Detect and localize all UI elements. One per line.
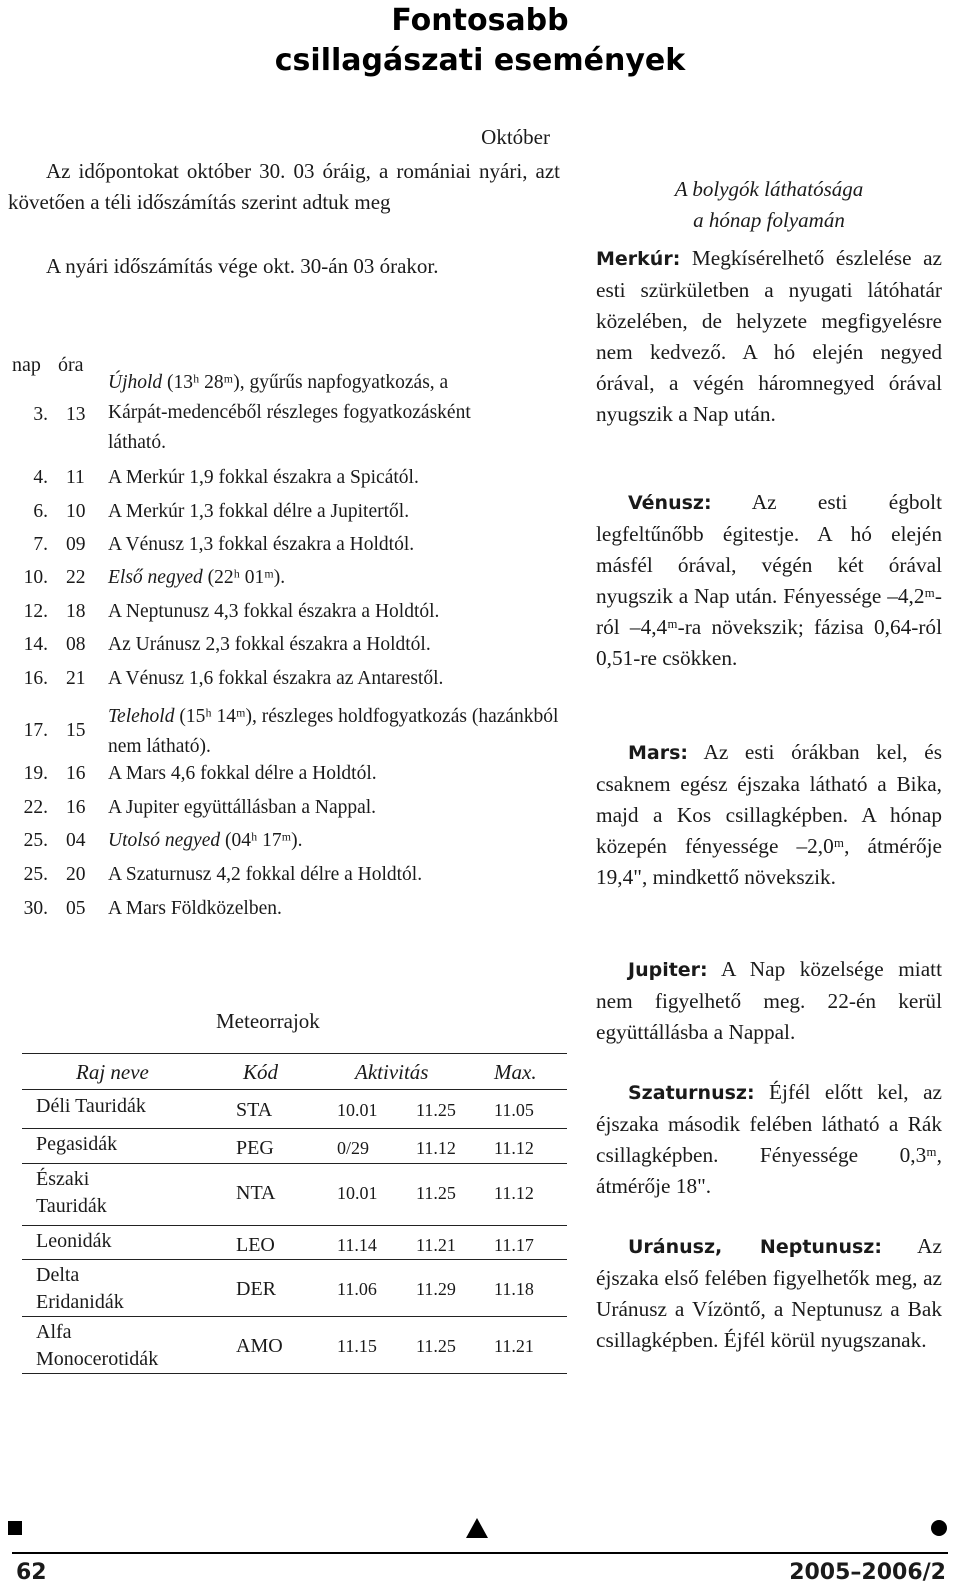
event-description <box>108 465 568 491</box>
planet-description: Az éjszaka első felében figyelhetők meg, az Uránusz a Vízöntő, a Neptunusz a Bak csillagképben. Éjfél körül nyugszanak. <box>596 1234 943 1352</box>
planet-description: Éjfél előtt kel, az éjszaka második felében látható a Rák csillagképben. Fényessége 0,3ᵐ, átmérője 18". <box>596 1080 942 1198</box>
event-description <box>108 761 568 787</box>
meteor-activity-end: 11.25 <box>416 1336 456 1356</box>
event-day: 14. <box>23 634 48 655</box>
footer-rule <box>12 1552 948 1554</box>
event-hour: 08 <box>66 634 86 655</box>
event-text: A Jupiter együttállásban a Nappal. <box>108 797 377 818</box>
intro-dst-note: A nyári időszámítás vége okt. 30-án 03 órakor. <box>46 254 439 278</box>
issue-label: 2005–2006/2 <box>789 1560 946 1585</box>
event-description <box>108 795 568 821</box>
square-marker-icon <box>8 1521 22 1535</box>
planet-name: Uránusz, Neptunusz: <box>628 1236 882 1258</box>
meteor-shower-name: Pegasidák <box>36 1133 118 1155</box>
moon-phase-label: Utolsó negyed <box>108 830 221 851</box>
planet-visibility-paragraph <box>596 487 942 674</box>
planet-name: Jupiter: <box>628 959 708 981</box>
event-description <box>108 702 568 762</box>
planet-visibility-paragraph <box>596 1231 942 1356</box>
meteor-maximum: 11.17 <box>494 1235 534 1255</box>
event-text: A Mars 4,6 fokkal délre a Holdtól. <box>108 763 377 784</box>
meteor-shower-name: Delta <box>36 1264 80 1286</box>
page-number: 62 <box>16 1560 47 1585</box>
event-day: 25. <box>23 864 48 885</box>
event-description <box>108 368 508 458</box>
event-text: A Neptunusz 4,3 fokkal északra a Holdtól. <box>108 601 440 622</box>
event-day: 25. <box>23 830 48 851</box>
page-title-line2: csillagászati események <box>274 43 686 78</box>
event-hour: 10 <box>66 501 86 522</box>
event-description <box>108 599 568 625</box>
meteor-row-rule <box>22 1163 567 1164</box>
event-hour: 22 <box>66 567 86 588</box>
event-text: A Merkúr 1,3 fokkal délre a Jupitertől. <box>108 501 410 522</box>
event-day: 19. <box>23 763 48 784</box>
moon-phase-label: Első negyed <box>108 567 203 588</box>
moon-phase-label: Újhold <box>108 372 163 393</box>
event-hour: 15 <box>66 720 86 741</box>
event-day: 22. <box>23 797 48 818</box>
meteor-table-top-rule <box>22 1053 567 1054</box>
meteor-activity-start: 11.06 <box>337 1279 377 1299</box>
page-title-line1: Fontosabb <box>391 3 569 38</box>
planet-name: Szaturnusz: <box>628 1082 755 1104</box>
event-description <box>108 828 568 854</box>
meteor-maximum: 11.05 <box>494 1100 534 1120</box>
event-text-detail: (15ʰ 14ᵐ), részleges holdfogyatkozás (hazánkból nem látható). <box>108 706 559 757</box>
planet-name: Vénusz: <box>628 492 712 514</box>
event-day: 17. <box>23 720 48 741</box>
meteor-activity-start: 10.01 <box>337 1183 378 1203</box>
planet-description: Az esti égbolt legfeltűnőbb égitestje. A hó elején másfél órával, végén két órával nyugszik a Nap után. Fényessége –4,2ᵐ-ról –4,4ᵐ-ra növekszik; fázisa 0,64-ról 0,51-re csökken. <box>596 490 942 670</box>
event-day: 6. <box>33 501 48 522</box>
events-header-ora: óra <box>58 354 84 376</box>
planets-heading <box>596 174 942 236</box>
event-text: Az Uránusz 2,3 fokkal északra a Holdtól. <box>108 634 431 655</box>
meteor-code: NTA <box>236 1182 276 1204</box>
meteor-title: Meteorrajok <box>216 1009 320 1033</box>
event-description <box>108 632 568 658</box>
event-hour: 21 <box>66 668 86 689</box>
meteor-row-rule <box>22 1316 567 1317</box>
event-hour: 20 <box>66 864 86 885</box>
meteor-activity-end: 11.12 <box>416 1138 456 1158</box>
event-text: A Merkúr 1,9 fokkal északra a Spicától. <box>108 467 419 488</box>
planet-description: Megkísérelhető észlelése az esti szürkületben a nyugati látóhatár közelében, de helyzete megfigyelésre nem kedvező. A hó elején negyed órával, a végén háromnegyed órával nyugszik a Nap után. <box>596 246 943 426</box>
moon-phase-label: Telehold <box>108 706 175 727</box>
event-day: 10. <box>23 567 48 588</box>
event-day: 12. <box>23 601 48 622</box>
meteor-shower-name: Tauridák <box>36 1195 107 1217</box>
event-hour: 16 <box>66 797 86 818</box>
meteor-activity-start: 0/29 <box>337 1138 370 1158</box>
meteor-row-rule <box>22 1225 567 1226</box>
planet-description: A Nap közelsége miatt nem figyelhető meg. 22-én kerül együttállásba a Nappal. <box>596 957 943 1044</box>
meteor-shower-name: Déli Tauridák <box>36 1095 146 1117</box>
event-description <box>108 896 568 922</box>
month-label: Október <box>481 125 550 149</box>
event-text-detail: (13ʰ 28ᵐ), gyűrűs napfogyatkozás, a Kárpát-medencéből részleges fogyatkozásként látható. <box>108 372 471 453</box>
meteor-activity-start: 10.01 <box>337 1100 378 1120</box>
meteor-code: STA <box>236 1099 273 1121</box>
event-day: 7. <box>33 534 48 555</box>
meteor-code: LEO <box>236 1234 275 1256</box>
meteor-activity-end: 11.25 <box>416 1100 456 1120</box>
meteor-shower-name: Monocerotidák <box>36 1348 159 1370</box>
meteor-shower-name: Északi <box>36 1168 90 1190</box>
circle-marker-icon <box>931 1520 947 1536</box>
planet-visibility-paragraph <box>596 737 942 893</box>
planet-visibility-paragraph <box>596 243 942 430</box>
meteor-header-max: Max. <box>494 1060 537 1084</box>
meteor-maximum: 11.12 <box>494 1138 534 1158</box>
event-description <box>108 565 568 591</box>
intro-paragraph: Az időpontokat október 30. 03 óráig, a romániai nyári, azt követően a téli időszámítás szerint adtuk meg <box>8 159 560 214</box>
meteor-shower-name: Leonidák <box>36 1230 112 1252</box>
event-description <box>108 499 568 525</box>
event-text: A Szaturnusz 4,2 fokkal délre a Holdtól. <box>108 864 423 885</box>
event-hour: 13 <box>66 404 86 425</box>
event-day: 16. <box>23 668 48 689</box>
triangle-marker-icon <box>466 1518 488 1538</box>
meteor-maximum: 11.21 <box>494 1336 534 1356</box>
meteor-shower-name: Alfa <box>36 1321 72 1343</box>
event-description <box>108 862 568 888</box>
meteor-maximum: 11.12 <box>494 1183 534 1203</box>
event-text: A Mars Földközelben. <box>108 898 282 919</box>
event-hour: 16 <box>66 763 86 784</box>
event-text: A Vénusz 1,6 fokkal északra az Antarestől. <box>108 668 444 689</box>
planet-visibility-paragraph <box>596 954 942 1048</box>
event-hour: 18 <box>66 601 86 622</box>
meteor-activity-end: 11.25 <box>416 1183 456 1203</box>
planets-heading-line1: A bolygók láthatósága <box>674 177 864 201</box>
meteor-code: PEG <box>236 1137 274 1159</box>
planet-name: Merkúr: <box>596 248 681 270</box>
events-header-nap: nap <box>12 354 41 376</box>
planet-visibility-paragraph <box>596 1077 942 1202</box>
meteor-activity-start: 11.14 <box>337 1235 377 1255</box>
planet-description: Az esti órákban kel, és csaknem egész éjszaka látható a Bika, majd a Kos csillagképben. A hónap közepén fényessége –2,0ᵐ, átmérője 19,4", mindkettő növekszik. <box>596 740 942 889</box>
meteor-row-rule <box>22 1259 567 1260</box>
planet-name: Mars: <box>628 742 689 764</box>
event-description <box>108 666 568 692</box>
meteor-code: DER <box>236 1278 276 1300</box>
event-hour: 05 <box>66 898 86 919</box>
event-hour: 09 <box>66 534 86 555</box>
event-hour: 11 <box>66 467 85 488</box>
event-day: 4. <box>33 467 48 488</box>
planets-heading-line2: a hónap folyamán <box>693 208 845 232</box>
event-text: A Vénusz 1,3 fokkal északra a Holdtól. <box>108 534 415 555</box>
meteor-header-code: Kód <box>243 1060 279 1084</box>
event-day: 3. <box>33 404 48 425</box>
event-text-detail: (04ʰ 17ᵐ). <box>220 830 303 851</box>
meteor-activity-end: 11.29 <box>416 1279 456 1299</box>
meteor-code: AMO <box>236 1335 283 1357</box>
meteor-activity-end: 11.21 <box>416 1235 456 1255</box>
event-day: 30. <box>23 898 48 919</box>
meteor-maximum: 11.18 <box>494 1279 534 1299</box>
meteor-row-rule <box>22 1128 567 1129</box>
meteor-row-rule <box>22 1373 567 1374</box>
meteor-activity-start: 11.15 <box>337 1336 377 1356</box>
event-hour: 04 <box>66 830 86 851</box>
event-text-detail: (22ʰ 01ᵐ). <box>202 567 286 588</box>
event-description <box>108 532 568 558</box>
meteor-header-activity: Aktivitás <box>355 1060 429 1084</box>
meteor-table-header-rule <box>22 1089 567 1090</box>
meteor-header-name: Raj neve <box>76 1060 149 1084</box>
meteor-shower-name: Eridanidák <box>36 1291 124 1313</box>
